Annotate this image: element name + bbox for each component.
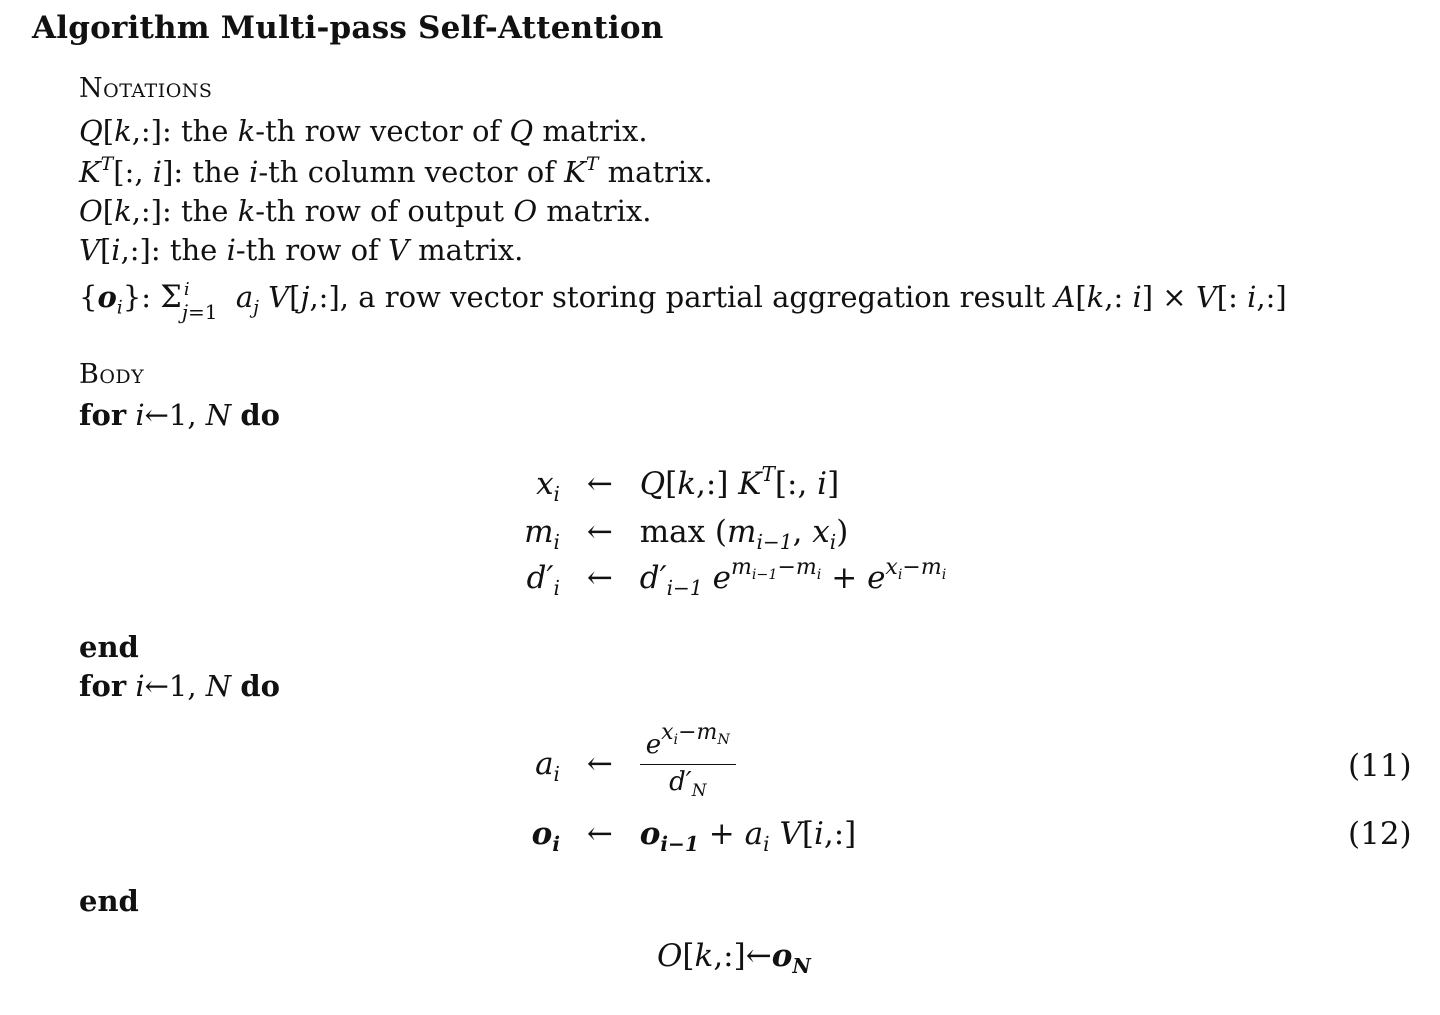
loop2-end: end (79, 884, 139, 918)
eq-oi: $o_i$ ← $o_{i-1} + a_i$ V[i,:] (531, 816, 857, 857)
eq-di: $d'_i$ ← $d'_{i-1}$ $e^{m_{i-1}-m_i} + e^{x_i-m_i}$ (526, 555, 947, 601)
notation-q-row: Q[k,:]: the k-th row vector of Q matrix. (79, 114, 648, 148)
notation-v-row: V[i,:]: the i-th row of V matrix. (79, 233, 524, 267)
loop2-header: for i←1, N do (79, 669, 281, 703)
notation-o-vector: $\{o_i\}$: Σ i j=1 $a_j$ V[j,:], a row vector storing partial aggregation result A[k,: i] × V[: i,:] (79, 278, 1287, 324)
algorithm-title: Algorithm Multi-pass Self-Attention (32, 10, 664, 46)
notation-o-row: O[k,:]: the k-th row of output O matrix. (79, 194, 652, 228)
notations-heading: Notations (79, 73, 213, 104)
notation-kt-column: $K^T$[:, i]: the i-th column vector of $K^T$ matrix. (79, 153, 713, 189)
eq-ai: $a_i$ ← $\frac{e^{x_i-m_N}}{d'_N}$ (470, 730, 736, 797)
fraction-ai: $\frac{e^{x_i-m_N}}{d'_N}$ (640, 730, 736, 797)
eq-xi: $x_i$ ← Q[k,:] $K^T$[:, i] (536, 461, 840, 507)
loop1-end: end (79, 630, 139, 664)
eq-mi: $m_i$ ← $\max (m_{i-1}$, $x_i$) (524, 514, 849, 555)
loop1-header: for i←1, N do (79, 398, 281, 432)
equation-number-11: (11) (1348, 748, 1412, 784)
final-assignment: $O[k,:]\leftarrow o_N$ (657, 938, 811, 979)
equation-number-12: (12) (1348, 816, 1412, 852)
body-heading: Body (79, 359, 145, 390)
